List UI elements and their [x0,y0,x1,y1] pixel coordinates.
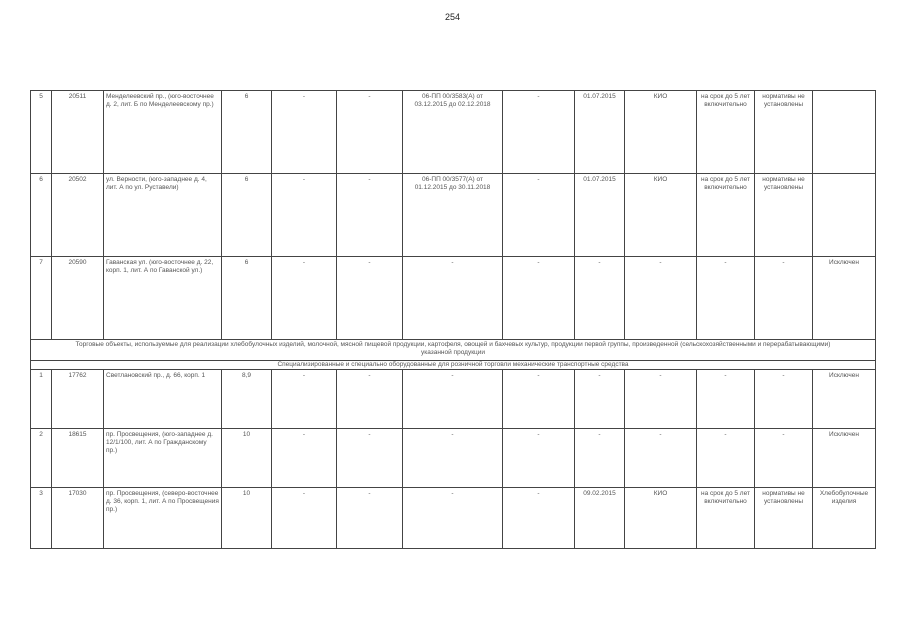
table-row [31,429,876,488]
table-row [31,257,876,340]
notes-cell: нормативы не установлены [755,488,813,549]
agreement-cell: 06-ПП 00/3577(А) от 01.12.2015 до 30.11.2018 [403,174,503,257]
cell-dash-cell: - [272,429,337,488]
section-row [31,340,876,361]
row-number-cell: 2 [31,429,52,488]
cell-dash-cell: - [503,174,575,257]
agreement-cell: - [403,370,503,429]
date-cell: - [575,429,625,488]
area-cell: 6 [222,174,272,257]
term-cell: - [697,257,755,340]
notes-cell: нормативы не установлены [755,91,813,174]
row-number-cell: 1 [31,370,52,429]
organization-cell: КИО [625,488,697,549]
term-cell: на срок до 5 лет включительно [697,91,755,174]
object-id-cell: 20502 [52,174,104,257]
organization-cell: - [625,257,697,340]
notes-cell: - [755,257,813,340]
status-cell: Исключен [813,429,876,488]
area-cell: 6 [222,91,272,174]
agreement-cell: - [403,429,503,488]
page-number: 254 [444,12,461,22]
cell-dash-cell: - [337,488,403,549]
address-cell: пр. Просвещения, (юго-западнее д. 12/1/100, лит. А по Гражданскому пр.) [104,429,222,488]
status-cell: Исключен [813,257,876,340]
subsection-title: Специализированные и специально оборудованные для розничной торговли механические транспортные средства [31,361,876,370]
date-cell: 01.07.2015 [575,91,625,174]
subsection-row [31,361,876,370]
table-row [31,488,876,549]
address-cell: пр. Просвещения, (северо-восточнее д. 36, корп. 1, лит. А по Просвещения пр.) [104,488,222,549]
row-number-cell: 6 [31,174,52,257]
organization-cell: - [625,370,697,429]
table-row [31,370,876,429]
cell-dash-cell: - [272,488,337,549]
organization-cell: - [625,429,697,488]
row-number-cell: 3 [31,488,52,549]
date-cell: - [575,257,625,340]
object-id-cell: 20511 [52,91,104,174]
term-cell: - [697,429,755,488]
organization-cell: КИО [625,174,697,257]
cell-dash-cell: - [337,174,403,257]
object-id-cell: 18615 [52,429,104,488]
organization-cell: КИО [625,91,697,174]
notes-cell: - [755,370,813,429]
term-cell: на срок до 5 лет включительно [697,174,755,257]
object-id-cell: 17030 [52,488,104,549]
cell-dash-cell: - [337,429,403,488]
cell-dash-cell: - [503,429,575,488]
term-cell: на срок до 5 лет включительно [697,488,755,549]
cell-dash-cell: - [503,257,575,340]
table-row [31,91,876,174]
address-cell: Гаванская ул. (юго-восточнее д. 22, корп. 1, лит. А по Гаванской ул.) [104,257,222,340]
cell-dash-cell: - [272,257,337,340]
cell-dash-cell: - [337,91,403,174]
area-cell: 6 [222,257,272,340]
cell-dash-cell: - [503,488,575,549]
address-cell: Менделеевский пр., (юго-восточнее д. 2, лит. Б по Менделеевскому пр.) [104,91,222,174]
cell-dash-cell: - [337,257,403,340]
date-cell: 09.02.2015 [575,488,625,549]
area-cell: 8,9 [222,370,272,429]
notes-cell: нормативы не установлены [755,174,813,257]
cell-dash-cell: - [337,370,403,429]
section-title: Торговые объекты, используемые для реализации хлебобулочных изделий, молочной, мясной пищевой продукции, картофеля, овощей и бахчевых культур, продукции первой группы, произведенной (сельскохозяйственными и перерабатывающими) указанной продукции [31,340,876,361]
row-number-cell: 7 [31,257,52,340]
cell-dash-cell: - [272,91,337,174]
status-cell [813,174,876,257]
address-cell: ул. Верности, (юго-западнее д. 4, лит. А по ул. Руставели) [104,174,222,257]
document-table [30,90,876,549]
table-row [31,174,876,257]
status-cell: Исключен [813,370,876,429]
object-id-cell: 17762 [52,370,104,429]
agreement-cell: - [403,488,503,549]
term-cell: - [697,370,755,429]
area-cell: 10 [222,429,272,488]
agreement-cell: 06-ПП 00/3583(А) от 03.12.2015 до 02.12.2018 [403,91,503,174]
date-cell: - [575,370,625,429]
date-cell: 01.07.2015 [575,174,625,257]
area-cell: 10 [222,488,272,549]
agreement-cell: - [403,257,503,340]
cell-dash-cell: - [503,91,575,174]
address-cell: Светлановский пр., д. 66, корп. 1 [104,370,222,429]
cell-dash-cell: - [272,174,337,257]
status-cell [813,91,876,174]
object-id-cell: 20590 [52,257,104,340]
cell-dash-cell: - [503,370,575,429]
cell-dash-cell: - [272,370,337,429]
row-number-cell: 5 [31,91,52,174]
status-cell: Хлебобулочные изделия [813,488,876,549]
notes-cell: - [755,429,813,488]
